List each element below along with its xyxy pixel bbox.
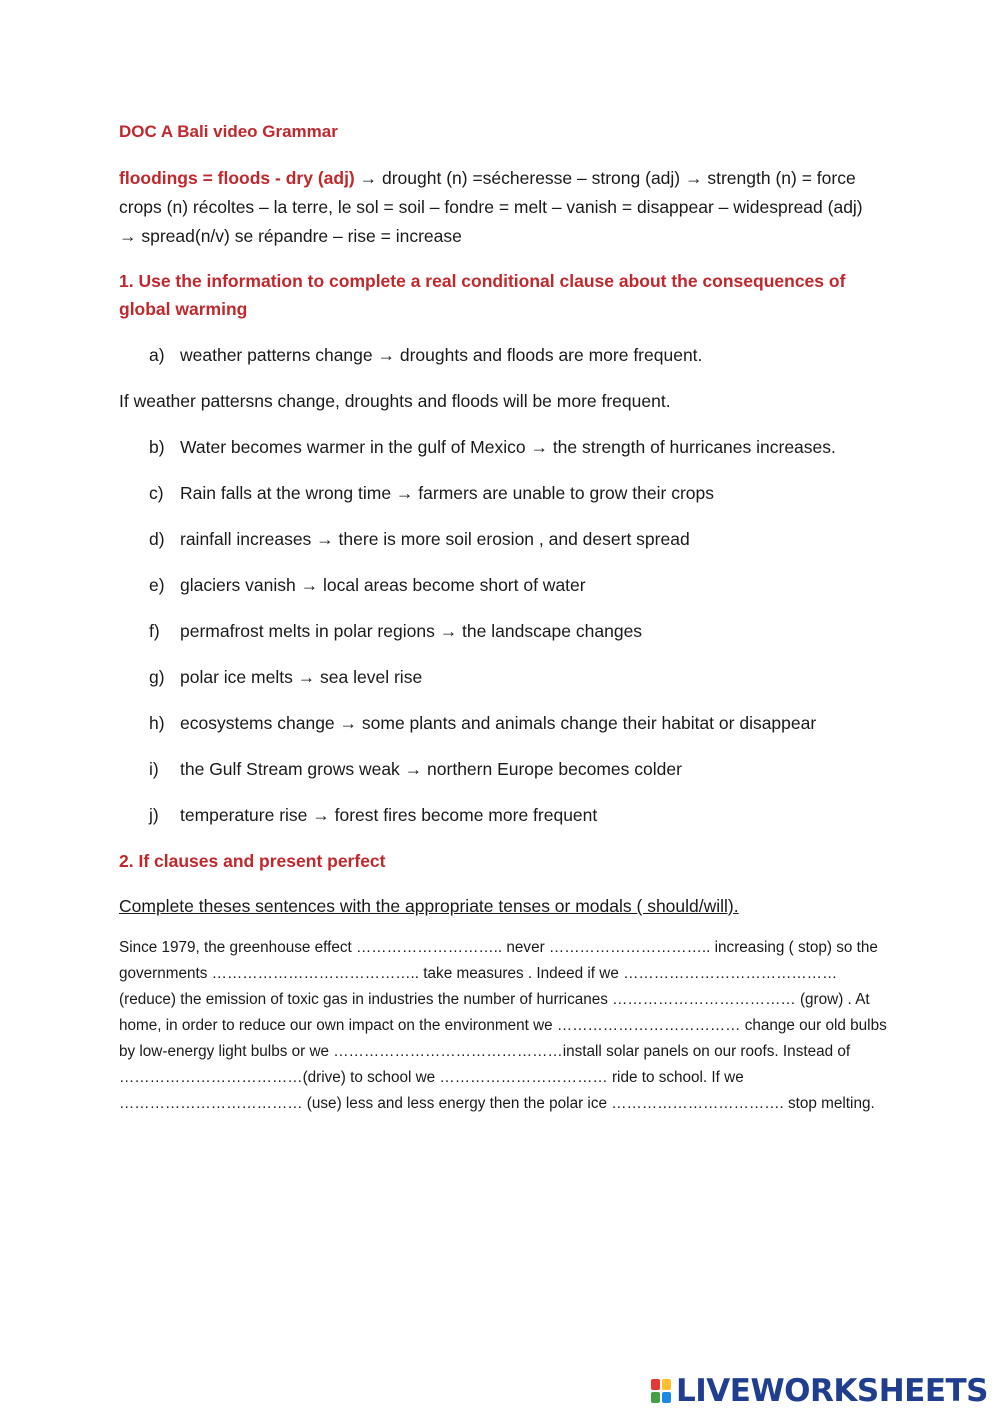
item-letter: a) [149, 345, 165, 365]
vocab-text: → drought (n) =sécheresse – strong (adj) → strength (n) = force crops (n) récoltes – la terre, le sol = soil – fondre = melt – vanish = disappear – widespread (adj) → spread(n/v) se répandre – rise = increase [119, 168, 863, 246]
item-letter: f) [149, 621, 160, 641]
logo-square [662, 1379, 671, 1390]
item-text: Rain falls at the wrong time → farmers are unable to grow their crops [180, 483, 714, 503]
vocabulary-paragraph [119, 164, 879, 251]
doc-title: DOC A Bali video Grammar [119, 122, 338, 141]
instruction-text: Complete theses sentences with the appropriate tenses or modals ( should/will). [119, 896, 739, 916]
section-2-heading: 2. If clauses and present perfect [119, 851, 386, 871]
logo-mark-icon [651, 1379, 671, 1403]
list-item [119, 755, 879, 783]
list-item [119, 433, 879, 461]
logo-text: LIVEWORKSHEETS [676, 1373, 988, 1409]
list-item [119, 801, 879, 829]
list-item [119, 571, 879, 599]
item-letter: b) [149, 437, 165, 457]
item-text: polar ice melts → sea level rise [180, 667, 423, 687]
section-1-heading: 1. Use the information to complete a real conditional clause about the consequences of global warming [119, 271, 846, 319]
fill-in-paragraph: Since 1979, the greenhouse effect ……………………….. never ………………………….. increasing ( stop) so the governments ………………………………….. take measures . Indeed if we …………………………………… (reduce) the emission of toxic gas in industries the number of hurricanes ……………………………… (grow) . At home, in order to reduce our own impact on the environment we ……………………………… change our old bulbs by low-energy light bulbs or we ………………………………………install solar panels on our roofs. Instead of ………………………………(drive) to school we …………………………… ride to school. If we ……………………………… (use) less and less energy then the polar ice ……………………………. stop melting. [119, 939, 887, 1112]
worksheet-page [119, 118, 887, 1117]
list-item [119, 709, 879, 737]
logo-square [662, 1392, 671, 1403]
exercise-list [119, 433, 879, 829]
item-letter: j) [149, 805, 159, 825]
list-item [119, 525, 879, 553]
item-letter: e) [149, 575, 165, 595]
list-item [119, 479, 879, 507]
item-text: temperature rise → forest fires become more frequent [180, 805, 598, 825]
liveworksheets-logo [651, 1373, 988, 1409]
item-text: rainfall increases → there is more soil erosion , and desert spread [180, 529, 690, 549]
list-item [119, 341, 879, 369]
item-text: glaciers vanish → local areas become short of water [180, 575, 586, 595]
list-item [119, 617, 879, 645]
logo-square [651, 1379, 660, 1390]
item-letter: g) [149, 667, 165, 687]
item-text: the Gulf Stream grows weak → northern Europe becomes colder [180, 759, 682, 779]
item-text: ecosystems change → some plants and animals change their habitat or disappear [180, 713, 817, 733]
item-letter: i) [149, 759, 159, 779]
item-letter: d) [149, 529, 165, 549]
item-text: weather patterns change → droughts and floods are more frequent. [180, 345, 703, 365]
item-letter: h) [149, 713, 165, 733]
item-text: Water becomes warmer in the gulf of Mexico → the strength of hurricanes increases. [180, 437, 836, 457]
example-list [119, 341, 879, 369]
example-answer: If weather pattersns change, droughts and floods will be more frequent. [119, 391, 671, 411]
list-item [119, 663, 879, 691]
item-text: permafrost melts in polar regions → the landscape changes [180, 621, 643, 641]
logo-square [651, 1392, 660, 1403]
vocab-highlight: floodings = floods - dry (adj) [119, 168, 355, 188]
item-letter: c) [149, 483, 164, 503]
